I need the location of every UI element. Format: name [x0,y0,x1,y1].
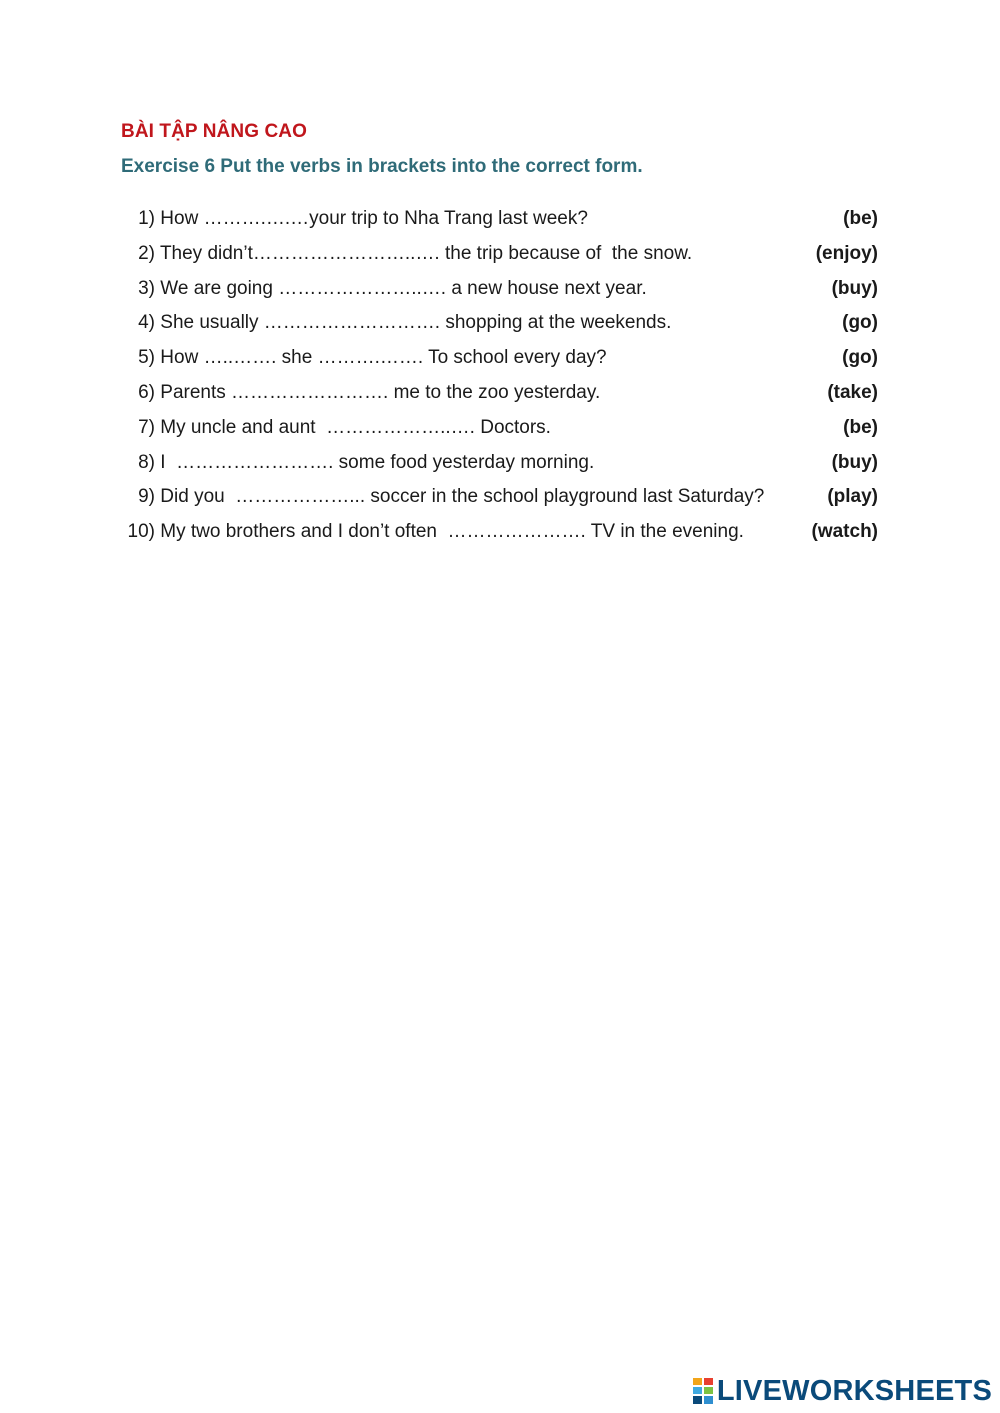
item-verb: (go) [842,347,878,369]
item-number: 6) [138,381,155,403]
item-sentence: Parents ……………………. me to the zoo yesterday. [160,381,601,403]
item-verb: (enjoy) [815,242,878,264]
exercise-item-4 [121,310,878,345]
item-number: 2) [138,242,155,264]
item-number: 7) [138,416,155,438]
item-sentence: How ……….….…your trip to Nha Trang last week? [160,208,588,229]
item-verb: (watch) [811,521,878,543]
item-number: 5) [138,347,155,369]
item-number: 10) [127,521,155,543]
exercise-item-1 [121,206,878,241]
item-sentence: We are going …………………..…. a new house next year. [160,277,647,299]
exercise-item-9 [121,484,878,519]
exercise-item-2 [121,241,878,276]
exercise-item-10 [121,519,878,554]
item-sentence: She usually ………………………. shopping at the weekends. [160,312,672,334]
item-number: 8) [138,451,155,473]
item-sentence: I ……………………. some food yesterday morning. [160,451,595,473]
item-number: 1) [138,208,155,229]
exercise-item-6 [121,380,878,415]
section-title: BÀI TẬP NÂNG CAO [121,121,307,142]
item-sentence: My two brothers and I don’t often …………………. TV in the evening. [160,521,744,543]
exercise-list [121,206,878,554]
liveworksheets-logo-icon [692,1377,714,1405]
item-verb: (be) [843,416,878,438]
item-verb: (take) [827,381,878,403]
item-number: 3) [138,277,155,299]
exercise-item-3 [121,276,878,311]
exercise-item-5 [121,345,878,380]
exercise-instruction: Exercise 6 Put the verbs in brackets into the correct form. [121,156,643,177]
item-verb: (play) [827,486,878,508]
item-number: 9) [138,486,155,508]
liveworksheets-brand [692,1374,992,1408]
item-verb: (buy) [831,277,878,299]
item-sentence: Did you ………………... soccer in the school playground last Saturday? [160,486,765,508]
item-sentence: My uncle and aunt ………………..…. Doctors. [160,416,551,438]
exercise-item-7 [121,415,878,450]
item-sentence: How …..……. she ……….……. To school every day? [160,347,607,369]
item-verb: (buy) [831,451,878,473]
item-verb: (go) [842,312,878,334]
brand-name: LIVEWORKSHEETS [716,1374,992,1407]
item-sentence: They didn’t……………………..…. the trip because of the snow. [159,242,693,264]
item-verb: (be) [843,208,878,229]
item-number: 4) [138,312,155,334]
exercise-item-8 [121,450,878,485]
